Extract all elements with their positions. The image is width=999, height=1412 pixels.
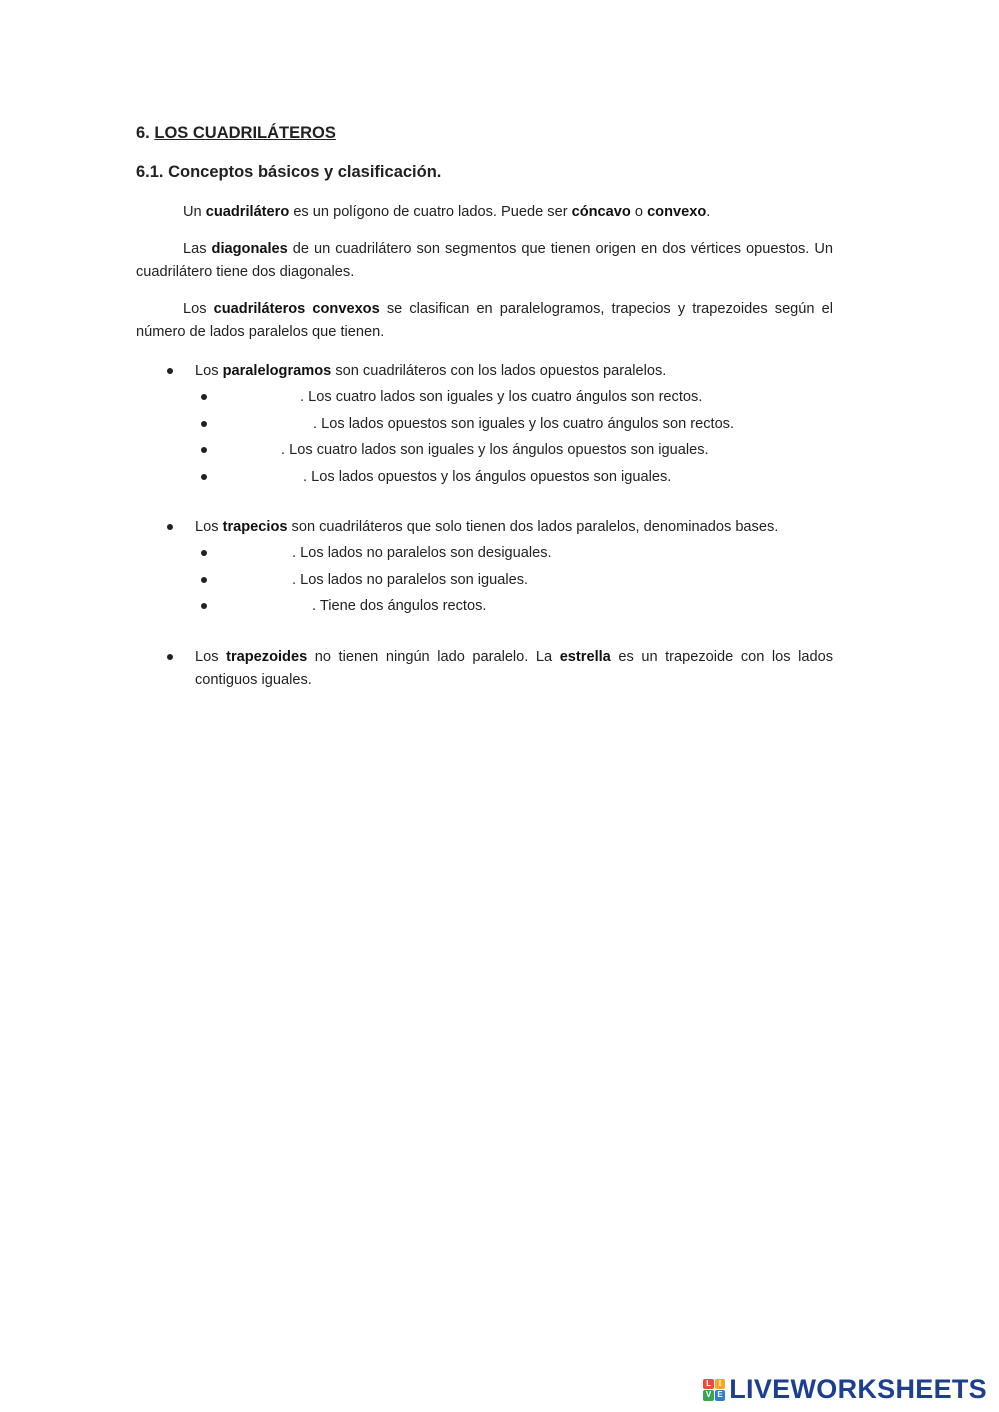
sub-item-rombo: . Los cuatro lados son iguales y los ángulos opuestos son iguales. — [281, 442, 709, 458]
bullet-icon — [167, 524, 173, 530]
liveworksheets-logo — [703, 1374, 987, 1405]
term-diagonales: diagonales — [211, 241, 288, 257]
term-cuadrilateros-convexos: cuadriláteros convexos — [213, 301, 380, 317]
logo-mark-letter: E — [715, 1390, 726, 1401]
term-cuadrilatero: cuadrilátero — [205, 204, 290, 220]
bullet-icon — [201, 421, 207, 427]
logo-mark-letter: I — [715, 1379, 726, 1390]
bullet-icon — [201, 474, 207, 480]
bullet-icon — [201, 603, 207, 609]
term-estrella: estrella — [559, 649, 611, 665]
text: es un polígono de cuatro lados. Puede ser — [289, 204, 572, 220]
term-trapezoides: trapezoides — [226, 649, 308, 665]
text: Los — [183, 301, 214, 317]
sub-item-trapecio-rectangulo: . Tiene dos ángulos rectos. — [312, 598, 487, 614]
text: son cuadriláteros con los lados opuestos paralelos. — [331, 363, 667, 379]
list-item-paralelogramos — [195, 360, 666, 383]
logo-text: LIVEWORKSHEETS — [729, 1374, 987, 1404]
text: se clasifican en paralelogramos, trapecios y trapezoides según el número de lados paralelos que tienen. — [136, 301, 833, 340]
text: no tienen ningún lado paralelo. La — [307, 649, 560, 665]
text: de un cuadrilátero son segmentos que tienen origen en dos vértices opuestos. Un cuadrilátero tiene dos diagonales. — [136, 241, 833, 280]
bullet-icon — [201, 447, 207, 453]
text: Los — [195, 363, 223, 379]
list-item-trapezoides — [195, 646, 833, 692]
logo-mark-letter: L — [703, 1379, 714, 1390]
text: son cuadriláteros que solo tienen dos lados paralelos, denominados bases. — [287, 519, 779, 535]
list-item-trapecios — [195, 516, 778, 539]
sub-item-trapecio-escaleno: . Los lados no paralelos son desiguales. — [292, 545, 552, 561]
heading-number: 6. — [136, 124, 150, 142]
text: Los — [195, 519, 223, 535]
bullet-icon — [167, 654, 173, 660]
term-convexo: convexo — [647, 204, 707, 220]
term-concavo: cóncavo — [571, 204, 631, 220]
bullet-icon — [201, 550, 207, 556]
logo-mark-icon — [703, 1379, 725, 1401]
section-heading — [136, 124, 336, 143]
bullet-icon — [201, 394, 207, 400]
term-trapecios: trapecios — [222, 519, 288, 535]
text: Los — [195, 649, 227, 665]
paragraph-cuadrilatero — [183, 201, 710, 224]
sub-item-trapecio-isosceles: . Los lados no paralelos son iguales. — [292, 572, 529, 588]
subsection-heading: 6.1. Conceptos básicos y clasificación. — [136, 163, 442, 181]
text: Un — [183, 204, 206, 220]
text: o — [630, 204, 648, 220]
paragraph-diagonales — [136, 238, 833, 284]
paragraph-convexos — [136, 298, 833, 344]
sub-item-rectangulo: . Los lados opuestos son iguales y los cuatro ángulos son rectos. — [313, 416, 735, 432]
bullet-icon — [167, 368, 173, 374]
text: . — [706, 204, 711, 220]
text: Las — [183, 241, 212, 257]
text: es un trapezoide con los lados contiguos iguales. — [195, 649, 833, 688]
bullet-icon — [201, 577, 207, 583]
sub-item-romboide: . Los lados opuestos y los ángulos opuestos son iguales. — [303, 469, 672, 485]
heading-title: LOS CUADRILÁTEROS — [154, 124, 336, 142]
sub-item-cuadrado: . Los cuatro lados son iguales y los cuatro ángulos son rectos. — [300, 389, 703, 405]
logo-mark-letter: V — [703, 1390, 714, 1401]
term-paralelogramos: paralelogramos — [222, 363, 332, 379]
